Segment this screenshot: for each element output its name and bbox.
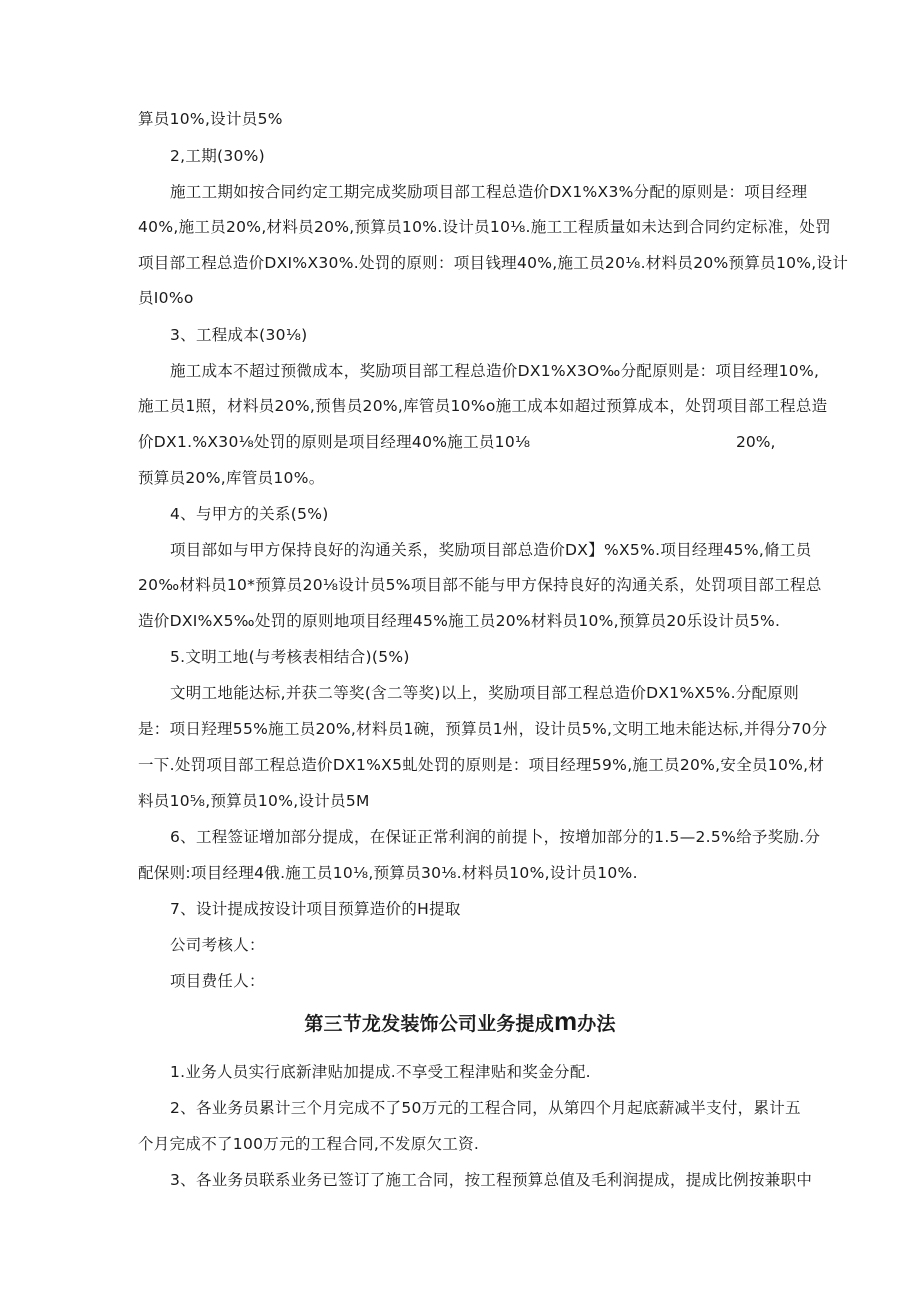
- chapter-heading: [0, 1008, 920, 1037]
- section-heading-6: 6、工程签证增加部分提成，在保证正常利润的前提卜，按增加部分的1.5—2.5%给予奖励.分: [170, 828, 821, 846]
- text-line: 项目部工程总造价DXI%X30%.处罚的原则：项目钱理40%,施工员20⅛.材料员20%预算员10%,设计: [138, 254, 849, 272]
- section-heading-7: 7、设计提成按设计项目预算造价的H提取: [170, 900, 461, 918]
- text-line: 配保则:项目经理4俄.施工员10⅛,预算员30⅛.材料员10%,设计员10%.: [138, 864, 638, 882]
- text-line: 算员10%,设计员5%: [138, 110, 283, 128]
- text-line: 个月完成不了100万元的工程合同,不发原欠工资.: [138, 1135, 480, 1153]
- text-line: 预算员20%,库管员10%。: [138, 469, 325, 487]
- text-line: 40%,施工员20%,材料员20%,预算员10%.设计员10⅛.施工工程质量如未达到合同约定标准，处罚: [138, 218, 831, 236]
- text-line: 施工成本不超过预微成本，奖励项目部工程总造价DX1%X3O‰分配原则是：项目经理10%,: [170, 362, 820, 380]
- section-heading-5: 5.文明工地(与考核表相结合)(5%): [170, 648, 410, 666]
- text-line: 是：项日羟理55%施工员20%,材料员1碗，预算员1州，设计员5%,文明工地未能达标,并得分70分: [138, 720, 828, 738]
- text-line: 员I0%o: [138, 289, 194, 307]
- section-heading-2: 2,工期(30%): [170, 147, 266, 165]
- text-line: 一下.处罚项目部工程总造价DX1%X5虬处罚的原则是：项目经理59%,施工员20%,安全员10%,材: [138, 756, 825, 774]
- text-fragment: 20%,: [736, 433, 776, 451]
- text-line: 造价DXI%X5‰处罚的原则地项目经理45%施工员20%材料员10%,预算员20乐设计员5%.: [138, 612, 781, 630]
- text-line: 文明工地能达标,并获二等奖(含二等奖)以上，奖励项目部工程总造价DX1%X5%.分配原则: [170, 684, 800, 702]
- heading-text-end: 办法: [577, 1013, 616, 1035]
- text-line: 3、各业务员联系业务已签订了施工合同，按工程预算总值及毛利润提成，提成比例按兼职中: [170, 1171, 813, 1189]
- signature-label-assessor: 公司考核人：: [170, 936, 265, 954]
- text-line: 项目部如与甲方保持良好的沟通关系，奖励项目部总造价DX】%X5%.项目经理45%,脩工员: [170, 541, 812, 559]
- text-line: 20‰材料员10*预算员20⅛设计员5%项目部不能与甲方保持良好的沟通关系，处罚项目部工程总: [138, 576, 822, 594]
- heading-glyph: m: [553, 1006, 578, 1036]
- heading-text-start: 第三节龙发装饰公司业务提成: [304, 1013, 554, 1035]
- text-line: 施工员1照，材料员20%,预售员20%,库管员10%o施工成本如超过预算成本，处罚项目部工程总造: [138, 397, 828, 415]
- text-line: 价DX1.%X30⅛处罚的原则是项目经理40%施工员10⅛: [138, 433, 531, 451]
- text-line: 施工工期如按合同约定工期完成奖励项目部工程总造价DX1%X3%分配的原则是：项目经理: [170, 183, 808, 201]
- section-heading-4: 4、与甲方的关系(5%): [170, 505, 329, 523]
- text-line: 1.业务人员实行底新津贴加提成.不享受工程津贴和奖金分配.: [170, 1063, 591, 1081]
- section-heading-3: 3、工程成本(30⅛): [170, 326, 308, 344]
- text-line: 2、各业务员累计三个月完成不了50万元的工程合同，从第四个月起底薪减半支付，累计五: [170, 1099, 801, 1117]
- signature-label-responsible: 项目费任人：: [170, 972, 265, 990]
- text-line: 料员10⅝,预算员10%,设计员5M: [138, 792, 370, 810]
